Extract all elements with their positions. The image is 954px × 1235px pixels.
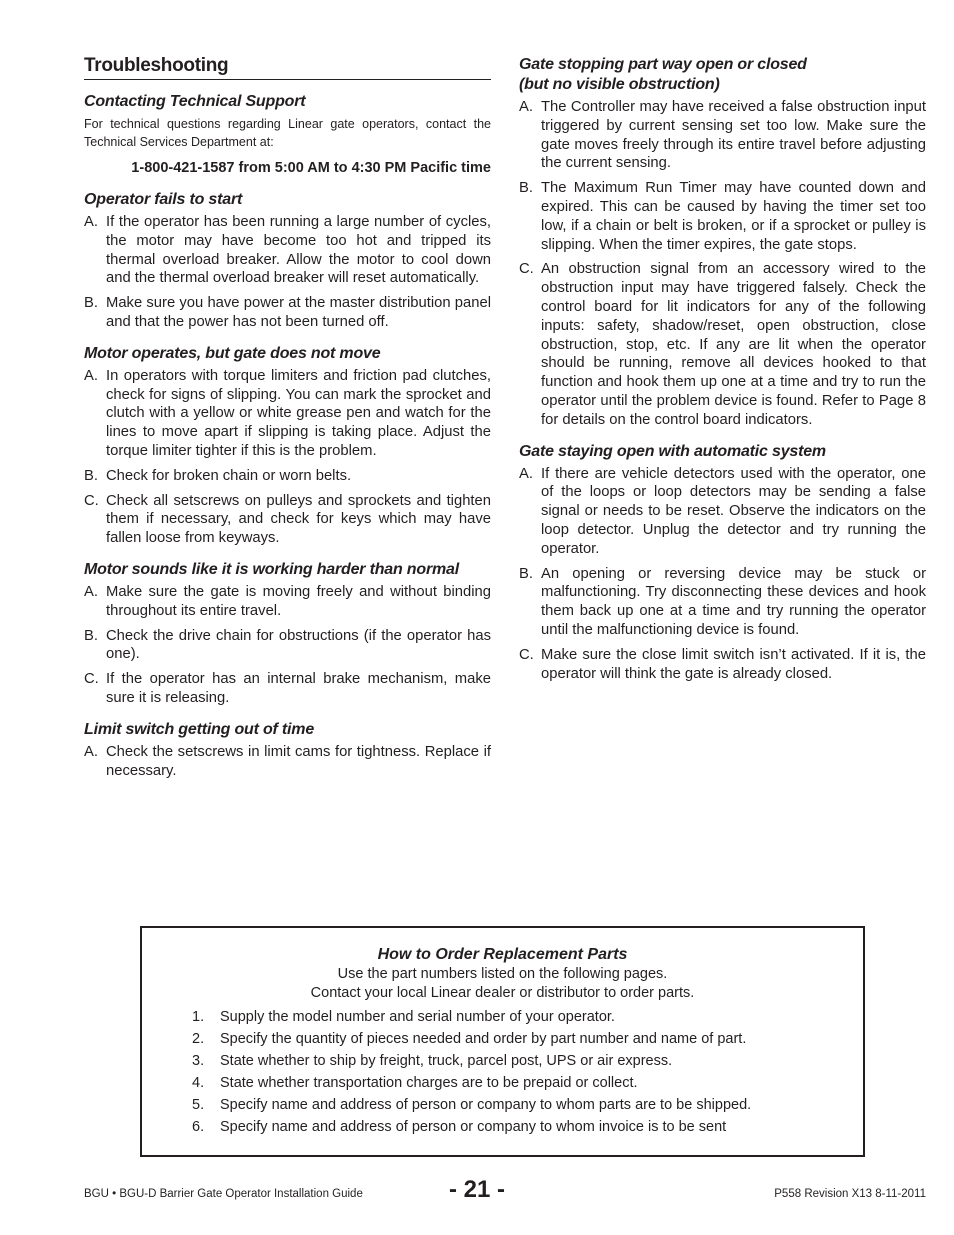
list-item <box>84 743 491 781</box>
left-column <box>84 55 491 786</box>
section-heading-gate-staying-open: Gate staying open with automatic system <box>519 442 826 460</box>
step-number: 4. <box>192 1075 205 1091</box>
step-text: State whether to ship by freight, truck, parcel post, UPS or air express. <box>220 1053 673 1069</box>
list-item <box>519 179 926 254</box>
item-label: B. <box>84 627 98 644</box>
item-text: If there are vehicle detectors used with the operator, one of the loops or loop detectors may be sending a false signal or needs to be reset. Observe the indicators on the loop detector. Unplug the detector and try running the operator. <box>541 465 926 557</box>
item-text: Check the drive chain for obstructions (if the operator has one). <box>106 627 491 663</box>
step-number: 6. <box>192 1119 205 1135</box>
list-item <box>519 565 926 640</box>
item-text: If the operator has an internal brake mechanism, make sure it is releasing. <box>106 671 491 706</box>
item-list <box>84 213 491 332</box>
item-label: C. <box>519 261 534 278</box>
order-step <box>192 1028 863 1050</box>
item-list <box>519 98 926 430</box>
item-text: Make sure you have power at the master distribution panel and that the power has not been turned off. <box>106 295 491 330</box>
list-item <box>84 213 491 288</box>
page-title: Troubleshooting <box>84 55 491 80</box>
list-item <box>84 583 491 621</box>
list-item <box>84 492 491 548</box>
item-list <box>519 465 926 684</box>
section-heading-limit-switch: Limit switch getting out of time <box>84 720 315 738</box>
item-label: B. <box>84 467 98 484</box>
item-label: C. <box>519 646 534 663</box>
item-text: Check all setscrews on pulleys and sprockets and tighten them if necessary, and check for keys which may have fallen loose from keyways. <box>106 492 491 547</box>
list-item <box>519 646 926 684</box>
step-text: Specify name and address of person or company to whom parts are to be shipped. <box>220 1097 752 1113</box>
step-number: 3. <box>192 1053 205 1069</box>
section-heading-operator-fails: Operator fails to start <box>84 191 243 208</box>
step-number: 5. <box>192 1097 205 1113</box>
order-step <box>192 1006 863 1028</box>
order-parts-box <box>140 926 865 1157</box>
item-label: A. <box>84 583 98 600</box>
item-label: C. <box>84 671 99 688</box>
list-item <box>519 260 926 429</box>
list-item <box>519 465 926 559</box>
section-heading-gate-stopping <box>519 55 926 95</box>
order-parts-title: How to Order Replacement Parts <box>377 946 628 963</box>
item-label: A. <box>84 214 98 230</box>
item-text: An obstruction signal from an accessory wired to the obstruction input may have triggered falsely. Check the control board for lit indicators for any of the following inputs: safety, shadow/reset, open obstruction, close obstruction, stop, etc. If any are lit when the operator should be running, remove all devices hooked to that function and hook them up one at a time and try to run the operator until the problem device is found. Refer to Page 8 for details on the control board indicators. <box>541 261 926 428</box>
item-label: A. <box>519 465 533 482</box>
item-text: The Maximum Run Timer may have counted down and expired. This can be caused by having the timer set too low, if a chain or belt is broken, or if a sprocket or pulley is slipping. When the timer expires, the gate stops. <box>541 180 926 253</box>
item-text: Check for broken chain or worn belts. <box>106 467 352 484</box>
order-step <box>192 1072 863 1094</box>
order-parts-intro: Use the part numbers listed on the following pages. <box>337 966 668 982</box>
step-number: 1. <box>192 1009 205 1025</box>
footer-doc-title: BGU • BGU-D Barrier Gate Operator Installation Guide <box>84 1188 363 1200</box>
item-label: C. <box>84 492 99 509</box>
list-item <box>84 627 491 665</box>
order-step <box>192 1050 863 1072</box>
list-item <box>519 98 926 173</box>
section-heading-motor-sounds: Motor sounds like it is working harder than normal <box>84 560 459 578</box>
item-text: The Controller may have received a false obstruction input triggered by current sensing set too low. Make sure the gate moves freely through its entire travel before adjusting the current sensing. <box>541 99 926 172</box>
step-text: Specify the quantity of pieces needed and order by part number and name of part. <box>220 1031 747 1047</box>
item-text: Make sure the close limit switch isn’t activated. If it is, the operator will think the gate is already closed. <box>541 646 926 682</box>
order-step <box>192 1116 863 1138</box>
list-item <box>84 467 491 486</box>
step-text: Specify name and address of person or company to whom invoice is to be sent <box>220 1119 727 1135</box>
right-column <box>519 55 926 689</box>
item-text: Check the setscrews in limit cams for tightness. Replace if necessary. <box>106 743 491 779</box>
item-text: An opening or reversing device may be stuck or malfunctioning. Try disconnecting these devices and hook them back up one at a time and try running the operator until the malfunctioning device is found. <box>541 565 926 638</box>
order-step <box>192 1094 863 1116</box>
item-label: A. <box>84 743 98 760</box>
item-text: In operators with torque limiters and friction pad clutches, check for signs of slipping. You can mark the sprocket and clutch with a yellow or white grease pen and watch for the lines to move apart if slipping is taking place. Adjust the torque limiter tighter if this is the problem. <box>106 367 491 459</box>
contact-text: For technical questions regarding Linear gate operators, contact the Technical Services Department at: <box>84 117 491 149</box>
section-heading-motor-operates: Motor operates, but gate does not move <box>84 344 381 362</box>
contact-heading: Contacting Technical Support <box>84 93 306 110</box>
section-heading-line: Gate stopping part way open or closed <box>519 56 807 73</box>
page-number: - 21 - <box>448 1176 505 1203</box>
list-item <box>84 670 491 708</box>
item-label: B. <box>519 565 533 582</box>
item-label: A. <box>519 99 533 115</box>
item-text: Make sure the gate is moving freely and without binding throughout its entire travel. <box>106 583 491 619</box>
item-list <box>84 743 491 781</box>
list-item <box>84 367 491 461</box>
contact-phone: 1-800-421-1587 from 5:00 AM to 4:30 PM Pacific time <box>131 160 491 176</box>
item-label: A. <box>84 367 98 384</box>
item-text: If the operator has been running a large number of cycles, the motor may have become too hot and tripped its thermal overload breaker. Allow the motor to cool down and the thermal overload breaker will reset automatically. <box>106 214 491 287</box>
order-steps-list <box>192 1006 863 1138</box>
item-label: B. <box>84 295 98 312</box>
order-parts-intro: Contact your local Linear dealer or distributor to order parts. <box>310 985 695 1001</box>
footer-revision: P558 Revision X13 8-11-2011 <box>774 1188 926 1200</box>
step-text: Supply the model number and serial number of your operator. <box>220 1009 615 1025</box>
item-label: B. <box>519 180 533 197</box>
section-heading-line: (but no visible obstruction) <box>519 76 720 93</box>
step-number: 2. <box>192 1031 205 1047</box>
step-text: State whether transportation charges are to be prepaid or collect. <box>220 1075 638 1091</box>
item-list <box>84 367 491 548</box>
list-item <box>84 294 491 332</box>
item-list <box>84 583 491 708</box>
